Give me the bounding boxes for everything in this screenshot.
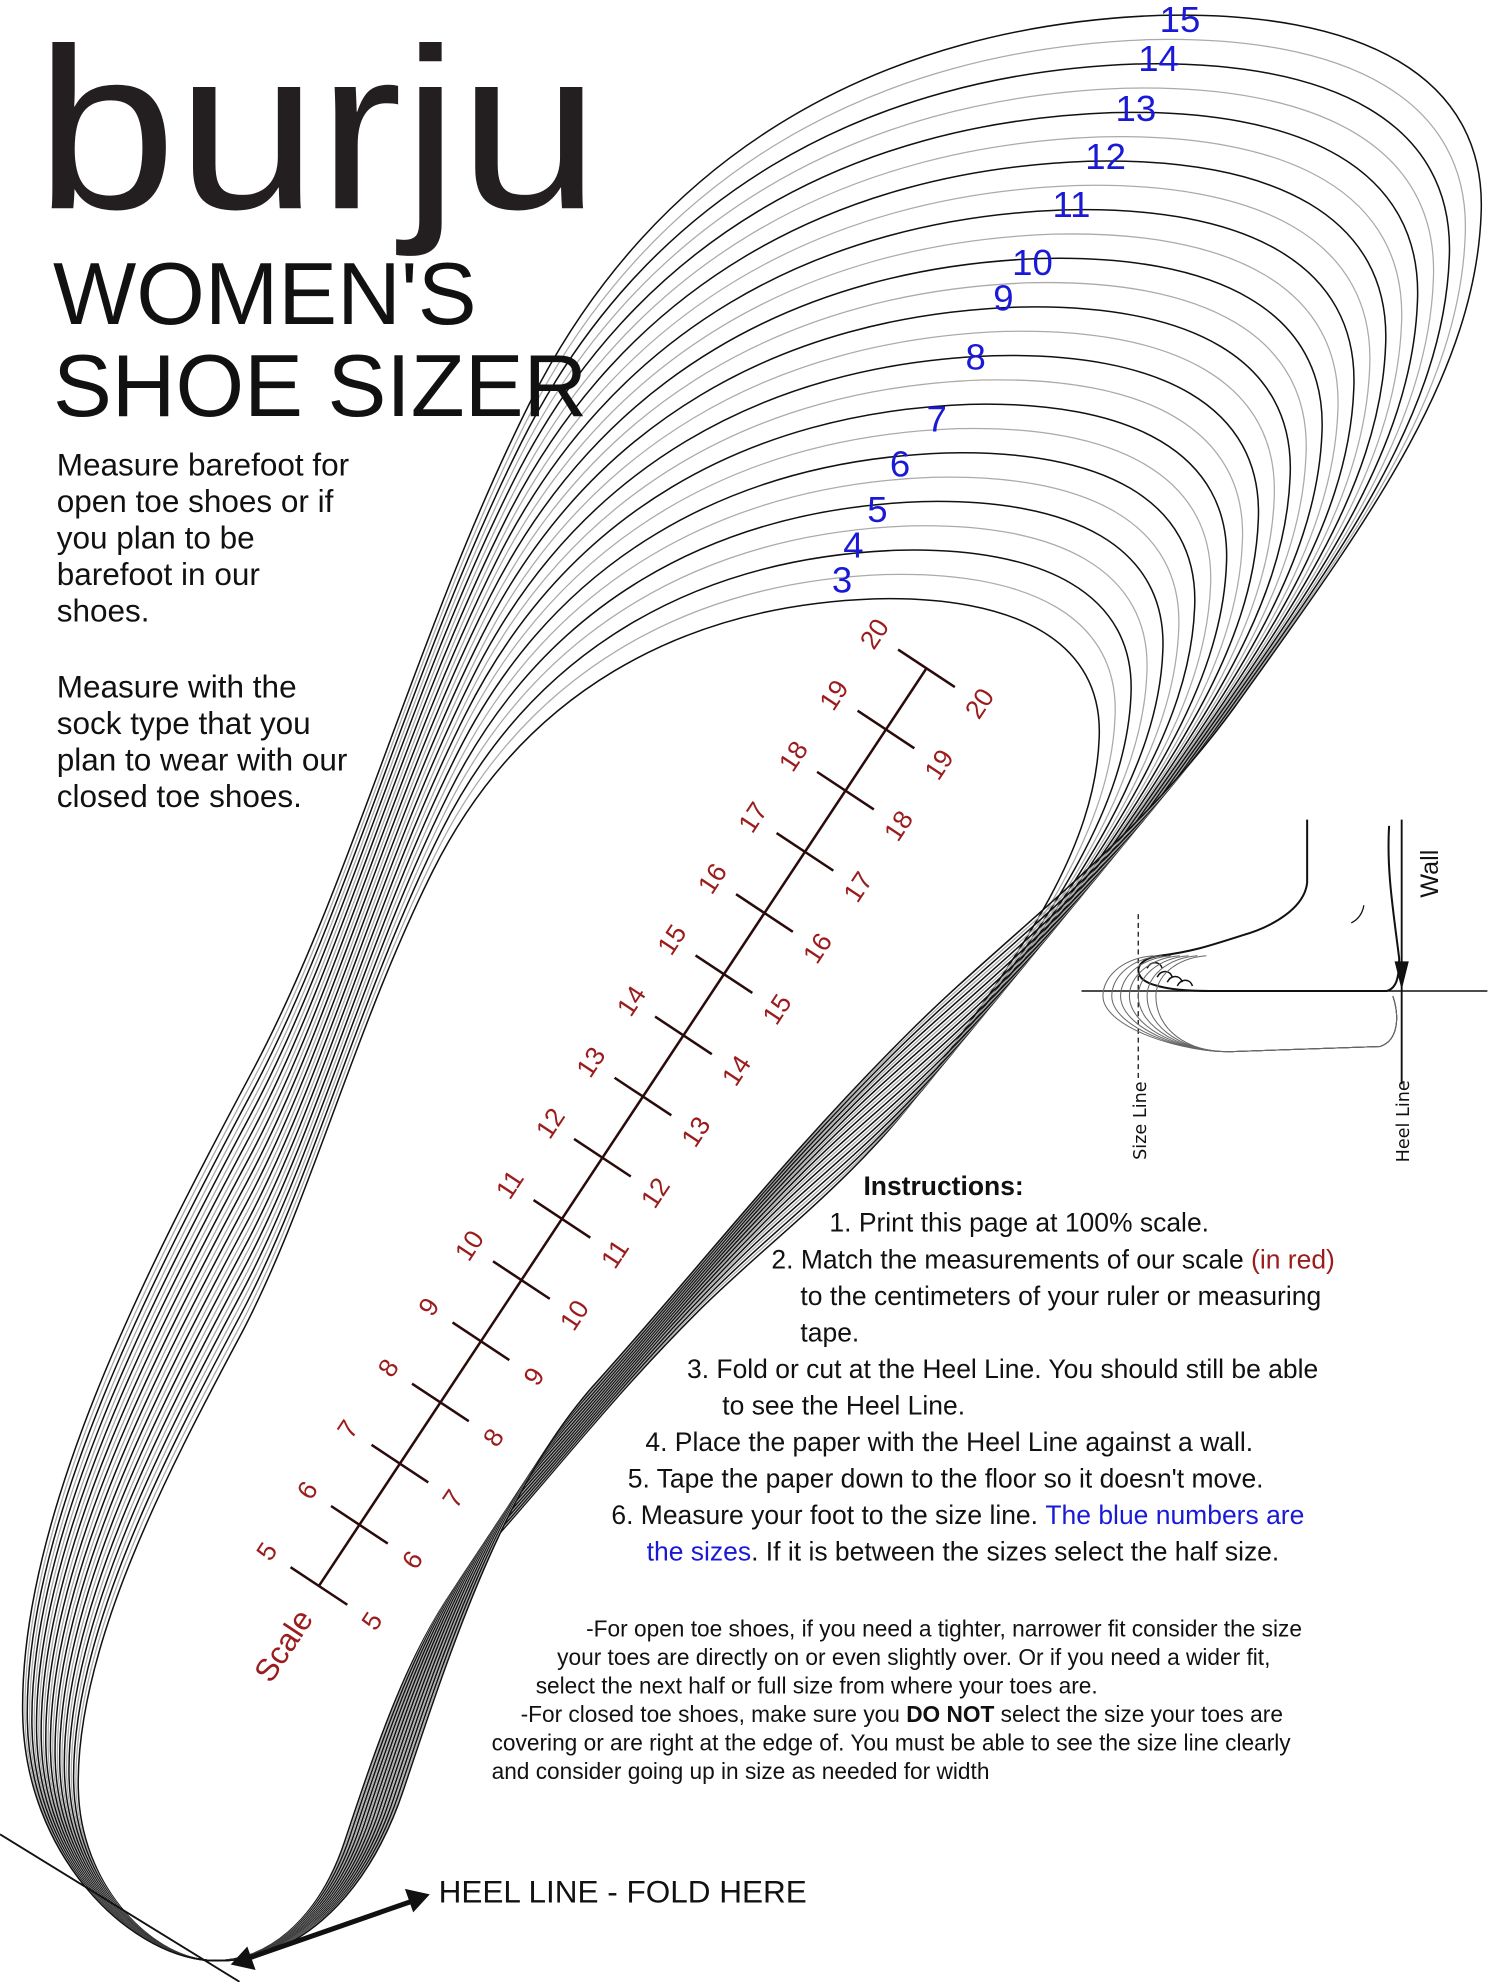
size-number: 12	[1085, 136, 1126, 178]
page-title-line-1: WOMEN'S	[52, 244, 477, 344]
ruler-label-right: 5	[355, 1606, 389, 1636]
ruler-label-left: 16	[691, 857, 733, 900]
ruler-label-right: 7	[436, 1484, 470, 1514]
scale-label: Scale	[246, 1602, 321, 1689]
ruler-label-left: 10	[448, 1225, 490, 1267]
text-line	[722, 1391, 965, 1421]
ruler-tick	[331, 1506, 388, 1544]
size-number: 14	[1138, 37, 1179, 79]
ruler-label-right: 17	[837, 866, 879, 908]
ruler-label-left: 17	[732, 796, 774, 838]
ruler-tick	[574, 1139, 631, 1177]
ruler-label-right: 9	[517, 1361, 551, 1391]
ruler-label-right: 19	[918, 744, 960, 786]
ruler-tick	[898, 650, 955, 688]
text-segment: 4. Place the paper with the Heel Line against a wall.	[645, 1427, 1254, 1458]
ruler-label-left: 6	[290, 1475, 324, 1505]
text-line	[800, 1317, 859, 1347]
text-segment: to see the Heel Line.	[722, 1390, 966, 1421]
text-line	[557, 1644, 1270, 1670]
ruler-label-left: 5	[250, 1537, 284, 1566]
size-number: 8	[965, 336, 986, 378]
footprint-outline	[1156, 956, 1397, 1052]
text-segment: covering or are right at the edge of. You must be able to see the size line clearly	[491, 1729, 1291, 1756]
text-segment: 2. Match the measurements of our scale	[771, 1244, 1252, 1275]
text-segment: the sizes	[646, 1536, 752, 1567]
ruler-label-right: 14	[715, 1049, 758, 1092]
ruler-tick	[412, 1384, 469, 1422]
ruler-label-left: 11	[489, 1164, 530, 1205]
fit-notes	[492, 1615, 1302, 1783]
text-line	[771, 1244, 1334, 1274]
text-line	[586, 1615, 1302, 1641]
ruler-tick	[696, 955, 753, 993]
ruler-label-left: 8	[371, 1353, 405, 1383]
intro-line: you plan to be	[56, 519, 255, 556]
ruler-label-left: 14	[610, 980, 652, 1022]
foot-toes	[1147, 963, 1192, 986]
ruler-label-left: 7	[331, 1414, 365, 1444]
ruler-label-right: 12	[634, 1172, 677, 1214]
ruler-label-right: 10	[553, 1294, 596, 1336]
ruler-label-left: 15	[651, 919, 693, 961]
foot-side-outline	[1138, 820, 1399, 991]
text-segment: 6. Measure your foot to the size line.	[611, 1500, 1046, 1531]
text-line	[800, 1281, 1321, 1311]
ruler-tick	[291, 1567, 348, 1605]
intro-line: closed toe shoes.	[56, 777, 302, 814]
ruler-label-right: 6	[395, 1545, 429, 1575]
foot-diagram	[1082, 820, 1488, 1163]
ruler-tick	[777, 833, 834, 871]
ruler-tick	[453, 1322, 510, 1360]
text-segment: select the next half or full size from where your toes are.	[535, 1672, 1098, 1699]
ruler-tick	[817, 772, 874, 810]
size-number: 7	[926, 398, 947, 440]
footprint-outline	[1103, 956, 1397, 1052]
ruler-label-right: 16	[796, 927, 839, 969]
text-line	[687, 1354, 1318, 1384]
page-title-line-2: SHOE SIZER	[52, 336, 588, 436]
size-number: 6	[889, 443, 911, 485]
text-segment: -For closed toe shoes, make sure you	[520, 1700, 907, 1727]
text-segment: . If it is between the sizes select the half size.	[751, 1536, 1280, 1567]
intro-line: open toe shoes or if	[56, 483, 334, 520]
intro-line: plan to wear with our	[56, 741, 348, 778]
fold-here-label: HEEL LINE - FOLD HERE	[438, 1873, 807, 1910]
ruler-label-right: 11	[594, 1234, 636, 1274]
ruler-tick	[655, 1017, 712, 1055]
ruler-label-right: 13	[675, 1111, 717, 1153]
footprint-outline	[1147, 956, 1397, 1052]
footprint-outlines	[1103, 956, 1397, 1052]
text-line	[829, 1208, 1209, 1238]
ankle-mark	[1351, 905, 1364, 923]
ruler-label-right: 15	[756, 988, 798, 1030]
instructions-heading: Instructions:	[863, 1171, 1024, 1202]
intro-text	[57, 446, 349, 814]
text-segment: tape.	[800, 1317, 860, 1348]
ruler-tick	[615, 1078, 672, 1116]
size-number: 9	[993, 277, 1014, 319]
text-segment: 3. Fold or cut at the Heel Line. You should still be able	[686, 1353, 1319, 1384]
intro-line: sock type that you	[56, 704, 311, 741]
intro-line: barefoot in our	[56, 556, 260, 593]
text-line	[647, 1537, 1280, 1567]
text-line	[521, 1701, 1283, 1727]
ruler-label-right: 8	[476, 1423, 510, 1452]
intro-line: shoes.	[56, 592, 150, 629]
text-line	[492, 1758, 990, 1784]
ruler-label-left: 18	[772, 735, 814, 777]
heel-fold-line	[0, 1834, 239, 1981]
size-number: 10	[1012, 242, 1053, 284]
text-line	[492, 1729, 1292, 1755]
size-number: 4	[843, 524, 864, 566]
ruler-label-right: 20	[958, 682, 1001, 724]
size-number: 13	[1115, 88, 1157, 130]
size-number: 15	[1159, 0, 1201, 40]
heel-line-label: Heel Line	[1394, 1080, 1415, 1163]
text-segment: select the size your toes are	[994, 1700, 1283, 1727]
text-segment: (in red)	[1251, 1244, 1335, 1275]
text-line	[611, 1500, 1304, 1530]
wall-label: Wall	[1416, 849, 1445, 898]
size-line-label: Size Line	[1130, 1081, 1151, 1160]
text-segment: to the centimeters of your ruler or measuring	[800, 1280, 1322, 1311]
text-segment: -For open toe shoes, if you need a tighter, narrower fit consider the size	[586, 1615, 1302, 1642]
intro-line: Measure barefoot for	[56, 446, 350, 483]
text-segment: your toes are directly on or even slightly over. Or if you need a wider fit,	[557, 1643, 1271, 1670]
size-number: 5	[867, 489, 888, 531]
ruler-tick	[858, 711, 915, 749]
ruler-label-left: 20	[853, 613, 895, 655]
size-number: 3	[831, 559, 853, 601]
ruler-tick	[736, 894, 793, 932]
footprint-outline	[1112, 956, 1397, 1052]
intro-line: Measure with the	[56, 668, 297, 705]
text-line	[645, 1427, 1253, 1457]
text-segment: 5. Tape the paper down to the floor so it doesn't move.	[627, 1463, 1264, 1494]
text-line	[628, 1464, 1264, 1494]
ruler-label-left: 19	[813, 674, 855, 716]
text-segment: DO NOT	[906, 1700, 995, 1727]
ruler-tick	[534, 1200, 591, 1238]
ruler-label-left: 12	[529, 1102, 571, 1144]
ruler-label-left: 9	[412, 1292, 446, 1322]
ruler-tick	[493, 1261, 550, 1299]
ruler-label-right: 18	[877, 805, 920, 847]
text-segment: 1. Print this page at 100% scale.	[829, 1207, 1210, 1238]
ruler-tick	[372, 1445, 429, 1483]
text-segment: The blue numbers are	[1045, 1500, 1305, 1531]
text-segment: and consider going up in size as needed for width	[491, 1757, 990, 1784]
size-number: 11	[1052, 184, 1091, 226]
footprint-outline	[1121, 956, 1397, 1052]
burju-logo: burju	[35, 0, 601, 258]
ruler-label-left: 13	[570, 1041, 612, 1083]
text-line	[536, 1672, 1098, 1698]
